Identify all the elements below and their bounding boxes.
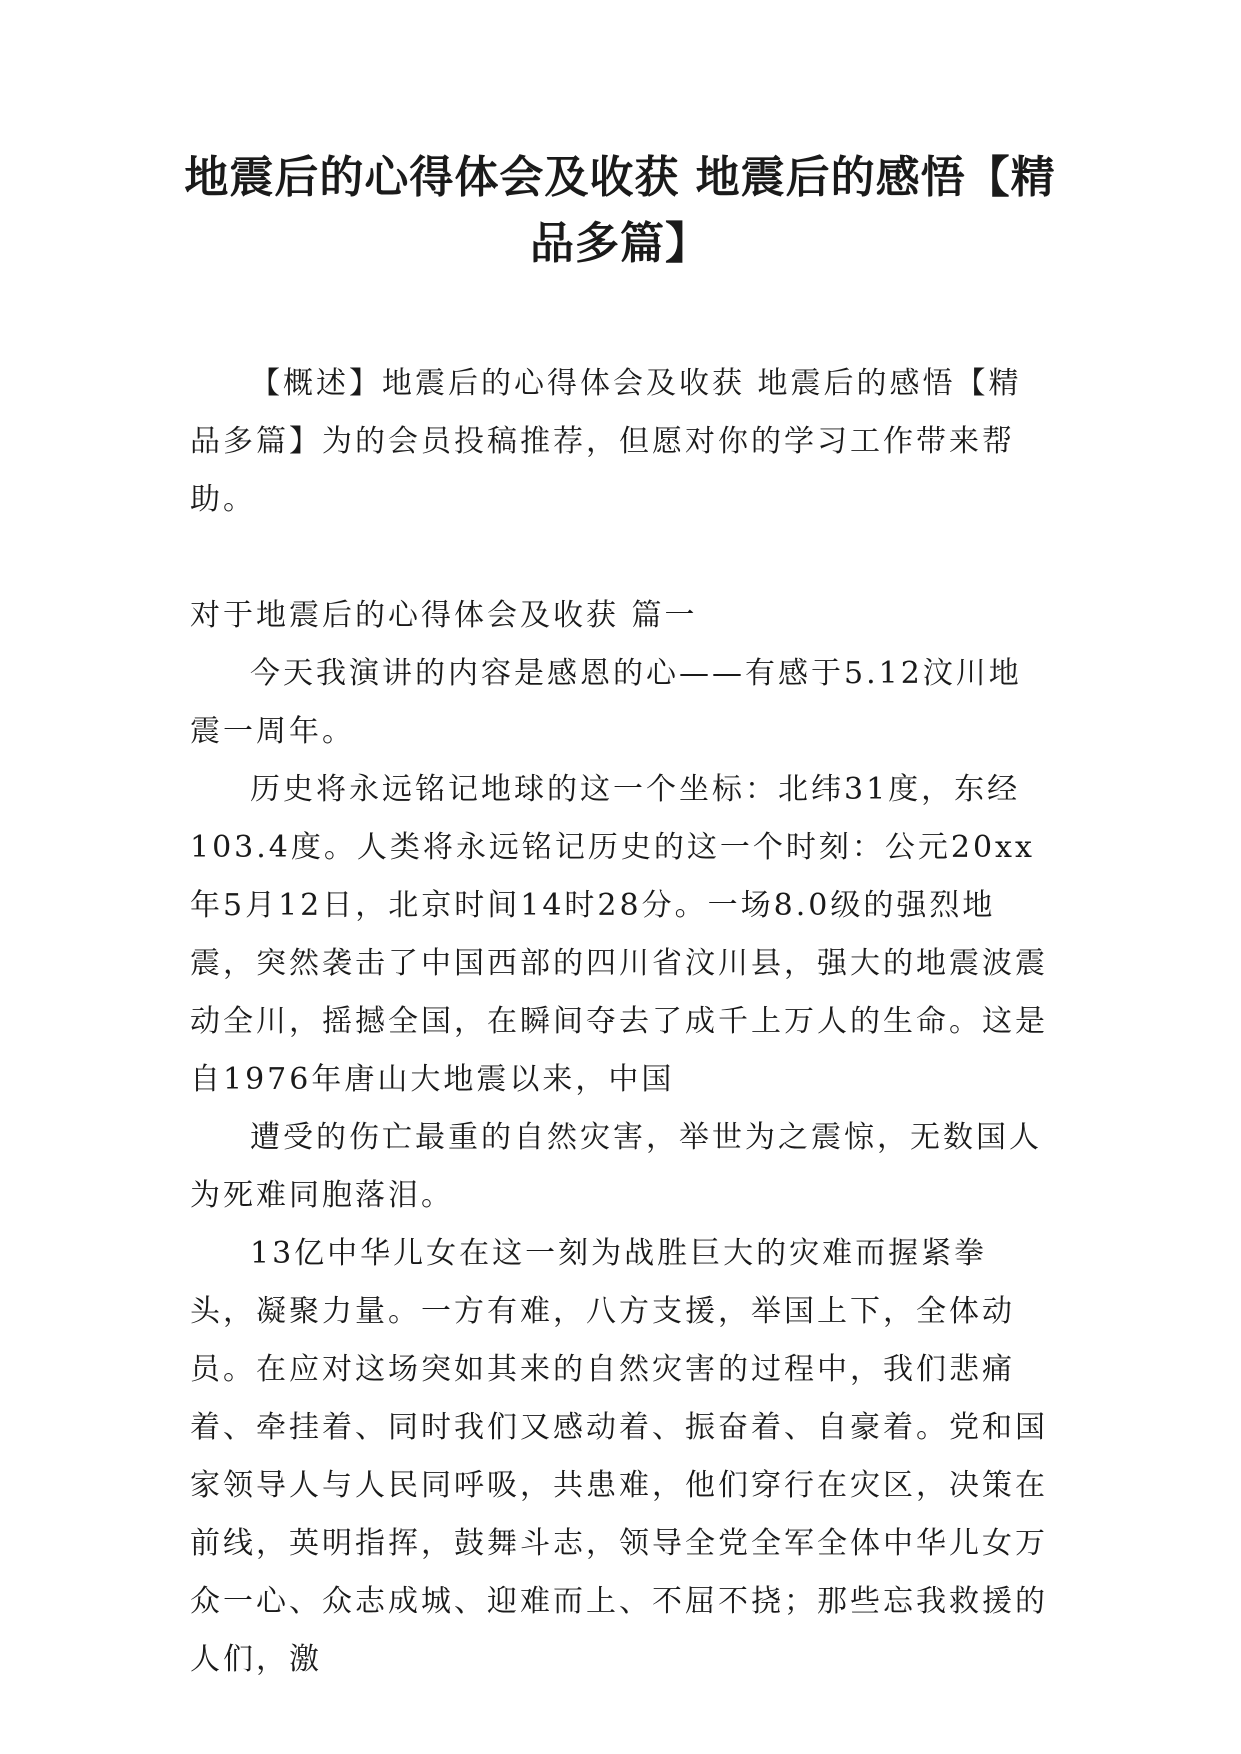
document-body [190,355,1052,1689]
body-paragraph: 遭受的伤亡最重的自然灾害，举世为之震惊，无数国人为死难同胞落泪。 [190,1120,1042,1213]
body-paragraph: 13亿中华儿女在这一刻为战胜巨大的灾难而握紧拳头，凝聚力量。一方有难，八方支援，举国上下，全体动员。在应对这场突如其来的自然灾害的过程中，我们悲痛着、牵挂着、同时我们又感动着、振奋着、自豪着。党和国家领导人与人民同呼吸，共患难，他们穿行在灾区，决策在前线，英明指挥，鼓舞斗志，领导全党全军全体中华儿女万众一心、众志成城、迎难而上、不屈不挠；那些忘我救援的人们，激 [190,1236,1048,1677]
summary-paragraph: 【概述】地震后的心得体会及收获 地震后的感悟【精品多篇】为的会员投稿推荐，但愿对你的学习工作带来帮助。 [190,366,1022,517]
body-paragraph: 今天我演讲的内容是感恩的心——有感于5.12汶川地震一周年。 [190,656,1022,749]
body-paragraph: 历史将永远铭记地球的这一个坐标：北纬31度，东经103.4度。人类将永远铭记历史的这一个时刻：公元20xx年5月12日，北京时间14时28分。一场8.0级的强烈地震，突然袭击了中国西部的四川省汶川县，强大的地震波震动全川，摇撼全国，在瞬间夺去了成千上万人的生命。这是自1976年唐山大地震以来，中国 [190,772,1048,1097]
document-title: 地震后的心得体会及收获 地震后的感悟【精品多篇】 [184,152,1056,269]
section-heading: 对于地震后的心得体会及收获 篇一 [190,598,698,633]
